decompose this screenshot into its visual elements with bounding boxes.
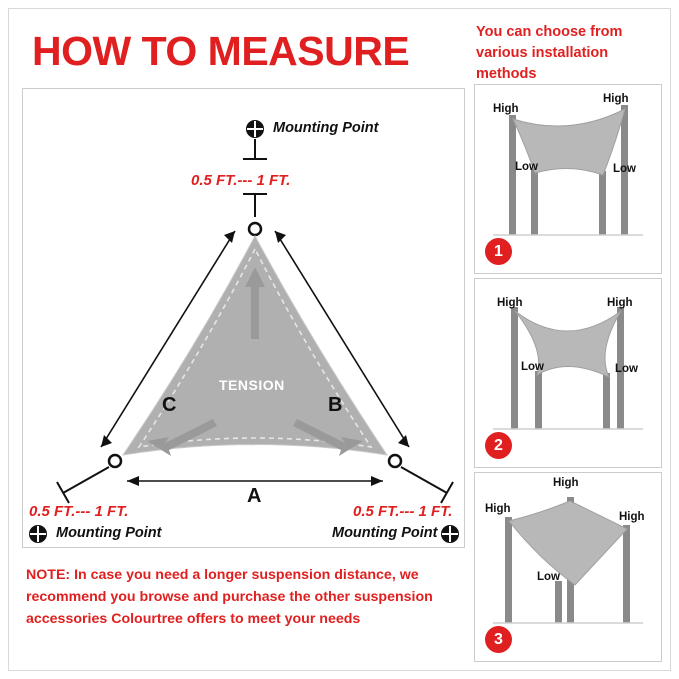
side-b-label: B (328, 394, 343, 416)
installation-methods-heading: You can choose from various installation methods (476, 24, 623, 83)
method-2-label-1: High (607, 297, 633, 309)
side-a-label: A (247, 485, 262, 507)
measure-diagram-box (22, 88, 465, 548)
page-title: HOW TO MEASURE (32, 28, 410, 74)
method-3-label-0: High (553, 477, 579, 489)
shade-sail-triangle (23, 89, 464, 547)
top-dimension-label: 0.5 FT.--- 1 FT. (191, 172, 291, 189)
method-3-badge: 3 (485, 626, 512, 653)
installation-method-2 (474, 278, 662, 468)
method-1-badge: 1 (485, 238, 512, 265)
right-mounting-point-icon (440, 524, 460, 544)
tension-label: TENSION (219, 377, 285, 393)
installation-method-3 (474, 472, 662, 662)
method-2-label-0: High (497, 297, 523, 309)
right-dimension-label: 0.5 FT.--- 1 FT. (353, 503, 453, 520)
method-3-label-3: Low (537, 571, 560, 583)
method-1-label-3: Low (613, 163, 636, 175)
method-2-label-2: Low (521, 361, 544, 373)
note-text: NOTE: In case you need a longer suspension distance, we recommend you browse and purchase the other suspension accessories Colourtree offers to meet your needs (26, 567, 433, 627)
method-2-label-3: Low (615, 363, 638, 375)
left-dimension-label: 0.5 FT.--- 1 FT. (29, 503, 129, 520)
method-1-label-1: High (603, 93, 629, 105)
method-3-label-2: High (619, 511, 645, 523)
left-panel (16, 16, 466, 663)
method-1-label-2: Low (515, 161, 538, 173)
method-3-label-1: High (485, 503, 511, 515)
side-c-label: C (162, 394, 177, 416)
method-1-label-0: High (493, 103, 519, 115)
left-mounting-point-icon (28, 524, 48, 544)
installation-method-1 (474, 84, 662, 274)
top-mounting-point-label: Mounting Point (273, 120, 379, 136)
method-2-badge: 2 (485, 432, 512, 459)
right-mounting-point-label: Mounting Point (332, 525, 438, 541)
right-column (474, 16, 663, 663)
left-mounting-point-label: Mounting Point (56, 525, 162, 541)
